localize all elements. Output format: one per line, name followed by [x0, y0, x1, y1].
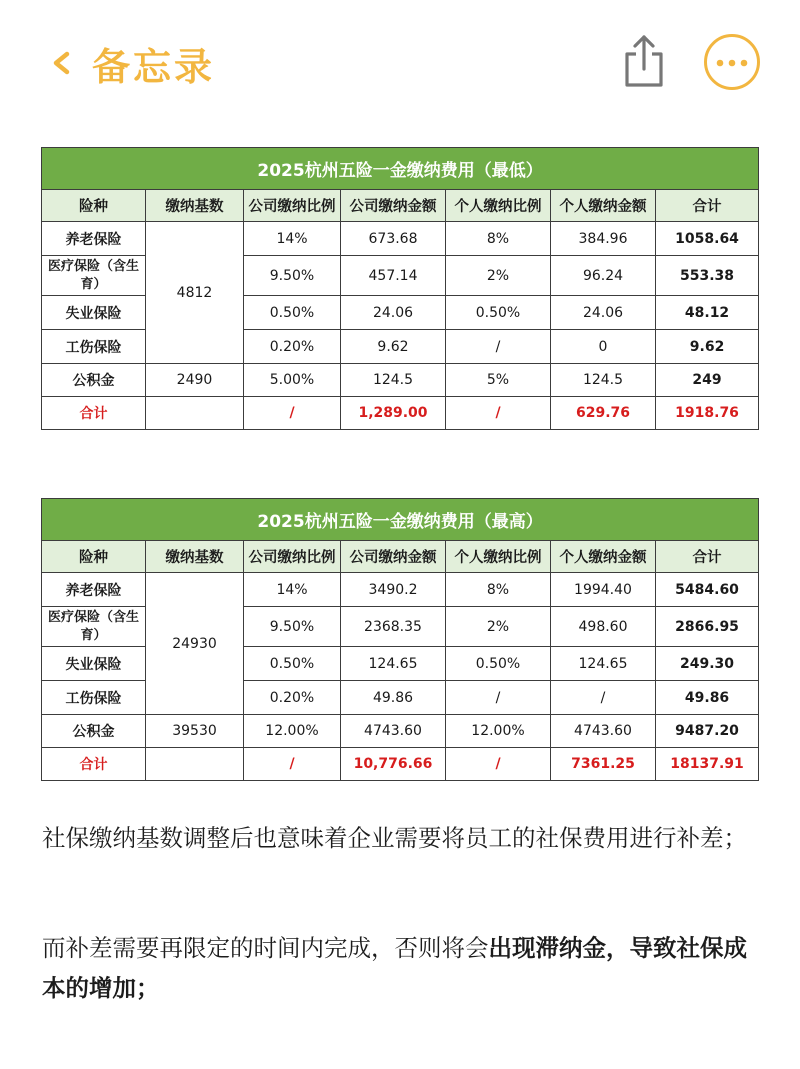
totals-company-amount: 10,776.66 [341, 748, 446, 781]
note-emphasis: 出现滞纳金，导致社保成本的增加； [42, 934, 747, 1002]
more-icon [715, 53, 749, 72]
row-total: 553.38 [656, 256, 759, 296]
company-rate: 12.00% [244, 715, 341, 748]
grand-total: 1918.76 [656, 397, 759, 430]
insurance-name: 工伤保险 [42, 330, 146, 364]
table-row [42, 222, 759, 256]
company-amount: 4743.60 [341, 715, 446, 748]
company-amount: 49.86 [341, 681, 446, 715]
insurance-name: 医疗保险（含生育） [42, 256, 146, 296]
column-header: 缴纳基数 [146, 541, 244, 573]
chevron-left-icon [42, 43, 82, 83]
personal-rate: 0.50% [446, 296, 551, 330]
insurance-name: 失业保险 [42, 647, 146, 681]
column-header: 个人缴纳金额 [551, 190, 656, 222]
shared-base: 24930 [146, 573, 244, 715]
company-amount: 9.62 [341, 330, 446, 364]
back-button[interactable] [42, 38, 215, 88]
contribution-table-max [41, 498, 759, 781]
personal-amount: 124.5 [551, 364, 656, 397]
column-header: 公司缴纳比例 [244, 541, 341, 573]
totals-personal-rate: / [446, 748, 551, 781]
row-total: 49.86 [656, 681, 759, 715]
column-header: 公司缴纳比例 [244, 190, 341, 222]
totals-personal-amount: 7361.25 [551, 748, 656, 781]
company-rate: 5.00% [244, 364, 341, 397]
totals-company-rate: / [244, 748, 341, 781]
company-rate: 0.20% [244, 681, 341, 715]
column-header: 公司缴纳金额 [341, 541, 446, 573]
row-total: 9487.20 [656, 715, 759, 748]
note-text: 而补差需要再限定的时间内完成，否则将会 [42, 934, 489, 962]
totals-personal-amount: 629.76 [551, 397, 656, 430]
company-amount: 2368.35 [341, 607, 446, 647]
insurance-name: 失业保险 [42, 296, 146, 330]
grand-total: 18137.91 [656, 748, 759, 781]
column-header: 缴纳基数 [146, 190, 244, 222]
row-total: 9.62 [656, 330, 759, 364]
company-amount: 457.14 [341, 256, 446, 296]
totals-personal-rate: / [446, 397, 551, 430]
company-rate: 0.20% [244, 330, 341, 364]
company-rate: 9.50% [244, 256, 341, 296]
navigation-bar [0, 0, 800, 125]
personal-amount: 4743.60 [551, 715, 656, 748]
table-row [42, 573, 759, 607]
company-rate: 9.50% [244, 607, 341, 647]
personal-amount: 0 [551, 330, 656, 364]
row-total: 249.30 [656, 647, 759, 681]
company-amount: 124.65 [341, 647, 446, 681]
table-row [42, 364, 759, 397]
note-paragraph-1: 社保缴纳基数调整后也意味着企业需要将员工的社保费用进行补差； [42, 824, 747, 852]
personal-amount: 1994.40 [551, 573, 656, 607]
personal-rate: 2% [446, 607, 551, 647]
personal-rate: 2% [446, 256, 551, 296]
row-total: 5484.60 [656, 573, 759, 607]
row-total: 2866.95 [656, 607, 759, 647]
company-rate: 0.50% [244, 647, 341, 681]
personal-amount: 24.06 [551, 296, 656, 330]
personal-rate: 5% [446, 364, 551, 397]
totals-row [42, 397, 759, 430]
column-header: 个人缴纳比例 [446, 541, 551, 573]
contribution-base: 2490 [146, 364, 244, 397]
insurance-name: 医疗保险（含生育） [42, 607, 146, 647]
insurance-name: 养老保险 [42, 222, 146, 256]
personal-amount: 498.60 [551, 607, 656, 647]
column-header: 合计 [656, 190, 759, 222]
personal-amount: / [551, 681, 656, 715]
personal-rate: / [446, 681, 551, 715]
note-paragraph-2 [42, 928, 758, 1008]
totals-base [146, 397, 244, 430]
share-button[interactable] [618, 32, 670, 90]
totals-label: 合计 [42, 397, 146, 430]
personal-amount: 384.96 [551, 222, 656, 256]
totals-base [146, 748, 244, 781]
personal-rate: / [446, 330, 551, 364]
totals-label: 合计 [42, 748, 146, 781]
column-header: 公司缴纳金额 [341, 190, 446, 222]
column-header: 险种 [42, 541, 146, 573]
contribution-base: 39530 [146, 715, 244, 748]
column-header: 个人缴纳比例 [446, 190, 551, 222]
share-icon [618, 75, 670, 94]
insurance-name: 工伤保险 [42, 681, 146, 715]
shared-base: 4812 [146, 222, 244, 364]
insurance-name: 公积金 [42, 715, 146, 748]
table-title: 2025杭州五险一金缴纳费用（最高） [42, 499, 759, 541]
company-rate: 0.50% [244, 296, 341, 330]
totals-company-amount: 1,289.00 [341, 397, 446, 430]
table-row [42, 715, 759, 748]
personal-rate: 8% [446, 573, 551, 607]
row-total: 48.12 [656, 296, 759, 330]
notes-title: 备忘录 [92, 44, 216, 89]
row-total: 249 [656, 364, 759, 397]
column-header: 险种 [42, 190, 146, 222]
insurance-name: 公积金 [42, 364, 146, 397]
insurance-name: 养老保险 [42, 573, 146, 607]
company-amount: 24.06 [341, 296, 446, 330]
personal-rate: 12.00% [446, 715, 551, 748]
column-header: 合计 [656, 541, 759, 573]
more-button[interactable] [704, 34, 760, 90]
company-amount: 673.68 [341, 222, 446, 256]
personal-rate: 8% [446, 222, 551, 256]
company-amount: 3490.2 [341, 573, 446, 607]
personal-amount: 96.24 [551, 256, 656, 296]
company-rate: 14% [244, 573, 341, 607]
personal-rate: 0.50% [446, 647, 551, 681]
company-amount: 124.5 [341, 364, 446, 397]
column-header: 个人缴纳金额 [551, 541, 656, 573]
contribution-table-min [41, 147, 759, 430]
totals-company-rate: / [244, 397, 341, 430]
row-total: 1058.64 [656, 222, 759, 256]
totals-row [42, 748, 759, 781]
company-rate: 14% [244, 222, 341, 256]
table-title: 2025杭州五险一金缴纳费用（最低） [42, 148, 759, 190]
personal-amount: 124.65 [551, 647, 656, 681]
